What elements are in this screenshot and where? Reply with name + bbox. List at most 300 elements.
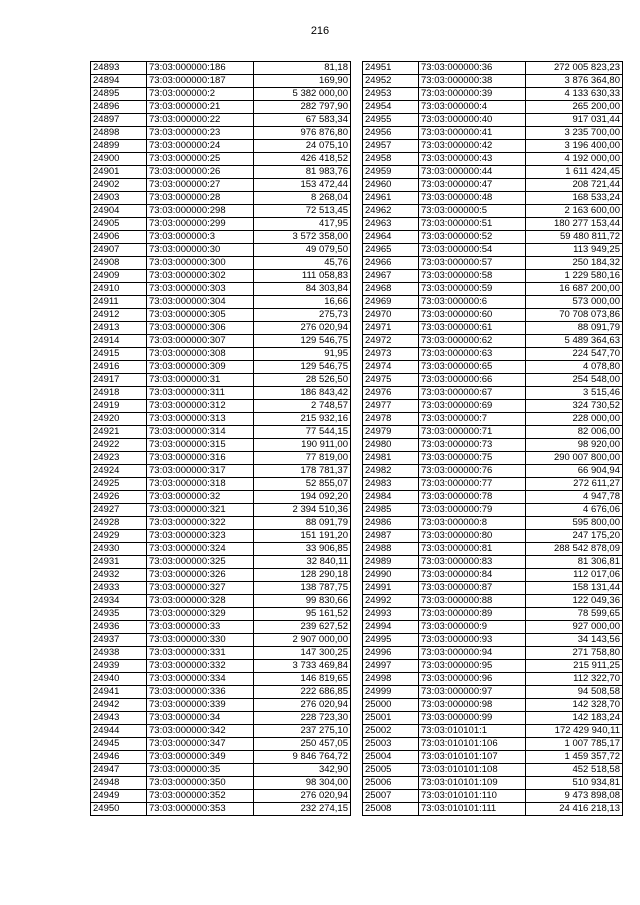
row-number-cell: 25001: [363, 712, 419, 725]
row-number-cell: 24919: [91, 400, 147, 413]
table-row: [91, 192, 351, 205]
cadastral-number-cell: 73:03:000000:326: [147, 569, 254, 582]
table-row: [91, 101, 351, 114]
row-number-cell: 24918: [91, 387, 147, 400]
cadastral-number-cell: 73:03:000000:44: [419, 166, 526, 179]
row-number-cell: 24928: [91, 517, 147, 530]
cadastral-number-cell: 73:03:000000:353: [147, 803, 254, 816]
value-cell: 510 934,81: [526, 777, 623, 790]
value-cell: 272 611,27: [526, 478, 623, 491]
cadastral-number-cell: 73:03:000000:350: [147, 777, 254, 790]
table-row: [363, 803, 623, 816]
row-number-cell: 25003: [363, 738, 419, 751]
row-number-cell: 24901: [91, 166, 147, 179]
cadastral-number-cell: 73:03:000000:94: [419, 647, 526, 660]
cadastral-number-cell: 73:03:000000:312: [147, 400, 254, 413]
row-number-cell: 24992: [363, 595, 419, 608]
table-row: [363, 244, 623, 257]
table-row: [363, 465, 623, 478]
table-row: [91, 530, 351, 543]
cadastral-number-cell: 73:03:000000:69: [419, 400, 526, 413]
cadastral-number-cell: 73:03:000000:76: [419, 465, 526, 478]
cadastral-number-cell: 73:03:000000:66: [419, 374, 526, 387]
row-number-cell: 24981: [363, 452, 419, 465]
cadastral-number-cell: 73:03:000000:67: [419, 387, 526, 400]
table-row: [363, 569, 623, 582]
table-row: [91, 556, 351, 569]
value-cell: 169,90: [254, 75, 351, 88]
table-row: [363, 374, 623, 387]
value-cell: 2 394 510,36: [254, 504, 351, 517]
cadastral-number-cell: 73:03:000000:324: [147, 543, 254, 556]
value-cell: 129 546,75: [254, 361, 351, 374]
cadastral-number-cell: 73:03:000000:38: [419, 75, 526, 88]
table-row: [363, 478, 623, 491]
table-row: [91, 660, 351, 673]
value-cell: 208 721,44: [526, 179, 623, 192]
cadastral-number-cell: 73:03:000000:311: [147, 387, 254, 400]
row-number-cell: 24966: [363, 257, 419, 270]
row-number-cell: 24916: [91, 361, 147, 374]
value-cell: 190 911,00: [254, 439, 351, 452]
table-row: [91, 569, 351, 582]
value-cell: 271 758,80: [526, 647, 623, 660]
row-number-cell: 25006: [363, 777, 419, 790]
value-cell: 595 800,00: [526, 517, 623, 530]
row-number-cell: 24945: [91, 738, 147, 751]
cadastral-number-cell: 73:03:000000:79: [419, 504, 526, 517]
value-cell: 122 049,36: [526, 595, 623, 608]
cadastral-number-cell: 73:03:000000:347: [147, 738, 254, 751]
cadastral-number-cell: 73:03:000000:80: [419, 530, 526, 543]
row-number-cell: 24975: [363, 374, 419, 387]
table-row: [91, 478, 351, 491]
cadastral-number-cell: 73:03:010101:111: [419, 803, 526, 816]
table-row: [363, 751, 623, 764]
value-cell: 4 133 630,33: [526, 88, 623, 101]
row-number-cell: 24988: [363, 543, 419, 556]
value-cell: 52 855,07: [254, 478, 351, 491]
table-row: [363, 790, 623, 803]
value-cell: 180 277 153,44: [526, 218, 623, 231]
value-cell: 81,18: [254, 62, 351, 75]
value-cell: 224 547,70: [526, 348, 623, 361]
table-row: [91, 400, 351, 413]
row-number-cell: 24983: [363, 478, 419, 491]
cadastral-number-cell: 73:03:000000:26: [147, 166, 254, 179]
cadastral-number-cell: 73:03:000000:334: [147, 673, 254, 686]
cadastral-number-cell: 73:03:010101:107: [419, 751, 526, 764]
cadastral-number-cell: 73:03:000000:186: [147, 62, 254, 75]
value-cell: 45,76: [254, 257, 351, 270]
cadastral-number-cell: 73:03:000000:77: [419, 478, 526, 491]
value-cell: 426 418,52: [254, 153, 351, 166]
row-number-cell: 24997: [363, 660, 419, 673]
cadastral-number-cell: 73:03:000000:88: [419, 595, 526, 608]
cadastral-number-cell: 73:03:000000:52: [419, 231, 526, 244]
value-cell: 8 268,04: [254, 192, 351, 205]
row-number-cell: 24905: [91, 218, 147, 231]
cadastral-number-cell: 73:03:000000:298: [147, 205, 254, 218]
row-number-cell: 24909: [91, 270, 147, 283]
value-cell: 186 843,42: [254, 387, 351, 400]
row-number-cell: 24920: [91, 413, 147, 426]
table-row: [91, 218, 351, 231]
table-row: [363, 283, 623, 296]
row-number-cell: 24911: [91, 296, 147, 309]
cadastral-number-cell: 73:03:000000:25: [147, 153, 254, 166]
table-row: [363, 647, 623, 660]
value-cell: 153 472,44: [254, 179, 351, 192]
row-number-cell: 24974: [363, 361, 419, 374]
row-number-cell: 24999: [363, 686, 419, 699]
row-number-cell: 24931: [91, 556, 147, 569]
cadastral-number-cell: 73:03:000000:330: [147, 634, 254, 647]
cadastral-number-cell: 73:03:000000:99: [419, 712, 526, 725]
table-row: [91, 465, 351, 478]
table-row: [91, 790, 351, 803]
table-row: [91, 426, 351, 439]
row-number-cell: 24925: [91, 478, 147, 491]
cadastral-number-cell: 73:03:000000:349: [147, 751, 254, 764]
cadastral-number-cell: 73:03:000000:51: [419, 218, 526, 231]
cadastral-number-cell: 73:03:000000:60: [419, 309, 526, 322]
value-cell: 232 274,15: [254, 803, 351, 816]
row-number-cell: 24927: [91, 504, 147, 517]
row-number-cell: 24902: [91, 179, 147, 192]
value-cell: 84 303,84: [254, 283, 351, 296]
table-row: [363, 582, 623, 595]
cadastral-number-cell: 73:03:000000:4: [419, 101, 526, 114]
cadastral-number-cell: 73:03:000000:23: [147, 127, 254, 140]
value-cell: 9 846 764,72: [254, 751, 351, 764]
row-number-cell: 24955: [363, 114, 419, 127]
value-cell: 24 416 218,13: [526, 803, 623, 816]
cadastral-number-cell: 73:03:000000:3: [147, 231, 254, 244]
row-number-cell: 24956: [363, 127, 419, 140]
cadastral-number-cell: 73:03:000000:73: [419, 439, 526, 452]
cadastral-number-cell: 73:03:010101:109: [419, 777, 526, 790]
value-cell: 276 020,94: [254, 790, 351, 803]
cadastral-number-cell: 73:03:000000:7: [419, 413, 526, 426]
row-number-cell: 24947: [91, 764, 147, 777]
value-cell: 254 548,00: [526, 374, 623, 387]
row-number-cell: 24914: [91, 335, 147, 348]
table-row: [363, 504, 623, 517]
table-row: [363, 673, 623, 686]
table-row: [91, 270, 351, 283]
value-cell: 1 007 785,17: [526, 738, 623, 751]
table-row: [91, 244, 351, 257]
table-row: [91, 413, 351, 426]
table-row: [363, 608, 623, 621]
page-number: 216: [310, 25, 330, 37]
cadastral-number-cell: 73:03:000000:318: [147, 478, 254, 491]
value-cell: 1 229 580,16: [526, 270, 623, 283]
cadastral-number-cell: 73:03:000000:30: [147, 244, 254, 257]
row-number-cell: 24967: [363, 270, 419, 283]
row-number-cell: 24915: [91, 348, 147, 361]
value-cell: 142 328,70: [526, 699, 623, 712]
table-row: [363, 387, 623, 400]
row-number-cell: 24938: [91, 647, 147, 660]
table-row: [91, 543, 351, 556]
row-number-cell: 24921: [91, 426, 147, 439]
table-row: [91, 166, 351, 179]
row-number-cell: 24936: [91, 621, 147, 634]
value-cell: 4 947,78: [526, 491, 623, 504]
cadastral-number-cell: 73:03:000000:327: [147, 582, 254, 595]
row-number-cell: 24907: [91, 244, 147, 257]
row-number-cell: 24913: [91, 322, 147, 335]
cadastral-number-cell: 73:03:000000:332: [147, 660, 254, 673]
cadastral-number-cell: 73:03:000000:61: [419, 322, 526, 335]
value-cell: 288 542 878,09: [526, 543, 623, 556]
cadastral-number-cell: 73:03:000000:316: [147, 452, 254, 465]
table-row: [91, 296, 351, 309]
value-cell: 82 006,00: [526, 426, 623, 439]
table-row: [363, 309, 623, 322]
row-number-cell: 24941: [91, 686, 147, 699]
value-cell: 276 020,94: [254, 699, 351, 712]
cadastral-number-cell: 73:03:000000:336: [147, 686, 254, 699]
value-cell: 77 819,00: [254, 452, 351, 465]
value-cell: 28 526,50: [254, 374, 351, 387]
row-number-cell: 24894: [91, 75, 147, 88]
cadastral-number-cell: 73:03:000000:95: [419, 660, 526, 673]
table-row: [363, 686, 623, 699]
value-cell: 5 382 000,00: [254, 88, 351, 101]
cadastral-number-cell: 73:03:000000:39: [419, 88, 526, 101]
value-cell: 16,66: [254, 296, 351, 309]
cadastral-number-cell: 73:03:000000:8: [419, 517, 526, 530]
table-row: [91, 283, 351, 296]
value-cell: 282 797,90: [254, 101, 351, 114]
value-cell: 49 079,50: [254, 244, 351, 257]
table-row: [91, 634, 351, 647]
table-row: [91, 595, 351, 608]
table-row: [91, 153, 351, 166]
table-row: [363, 530, 623, 543]
row-number-cell: 24943: [91, 712, 147, 725]
value-cell: 70 708 073,86: [526, 309, 623, 322]
table-row: [91, 387, 351, 400]
row-number-cell: 24922: [91, 439, 147, 452]
value-cell: 573 000,00: [526, 296, 623, 309]
cadastral-number-cell: 73:03:000000:322: [147, 517, 254, 530]
cadastral-number-cell: 73:03:000000:9: [419, 621, 526, 634]
cadastral-number-cell: 73:03:000000:96: [419, 673, 526, 686]
table-row: [91, 491, 351, 504]
table-row: [363, 192, 623, 205]
cadastral-number-cell: 73:03:000000:34: [147, 712, 254, 725]
cadastral-number-cell: 73:03:000000:36: [419, 62, 526, 75]
cadastral-number-cell: 73:03:000000:47: [419, 179, 526, 192]
row-number-cell: 24898: [91, 127, 147, 140]
value-cell: 168 533,24: [526, 192, 623, 205]
value-cell: 32 840,11: [254, 556, 351, 569]
row-number-cell: 24961: [363, 192, 419, 205]
value-cell: 151 191,20: [254, 530, 351, 543]
value-cell: 2 907 000,00: [254, 634, 351, 647]
row-number-cell: 24978: [363, 413, 419, 426]
cadastral-number-cell: 73:03:000000:41: [419, 127, 526, 140]
table-row: [363, 517, 623, 530]
table-row: [91, 309, 351, 322]
table-row: [91, 647, 351, 660]
row-number-cell: 24986: [363, 517, 419, 530]
cadastral-number-cell: 73:03:000000:331: [147, 647, 254, 660]
value-cell: 94 508,58: [526, 686, 623, 699]
table-row: [91, 257, 351, 270]
value-cell: 78 599,65: [526, 608, 623, 621]
row-number-cell: 24987: [363, 530, 419, 543]
cadastral-number-cell: 73:03:000000:35: [147, 764, 254, 777]
value-cell: 290 007 800,00: [526, 452, 623, 465]
row-number-cell: 24912: [91, 309, 147, 322]
cadastral-number-cell: 73:03:000000:87: [419, 582, 526, 595]
row-number-cell: 24949: [91, 790, 147, 803]
row-number-cell: 24990: [363, 569, 419, 582]
table-row: [363, 270, 623, 283]
cadastral-number-cell: 73:03:000000:305: [147, 309, 254, 322]
table-row: [91, 673, 351, 686]
value-cell: 16 687 200,00: [526, 283, 623, 296]
cadastral-number-cell: 73:03:000000:58: [419, 270, 526, 283]
value-cell: 4 192 000,00: [526, 153, 623, 166]
table-row: [91, 127, 351, 140]
value-cell: 215 932,16: [254, 413, 351, 426]
table-row: [91, 751, 351, 764]
value-cell: 1 459 357,72: [526, 751, 623, 764]
row-number-cell: 24897: [91, 114, 147, 127]
value-cell: 5 489 364,63: [526, 335, 623, 348]
table-row: [363, 75, 623, 88]
table-row: [91, 777, 351, 790]
table-row: [363, 335, 623, 348]
table-row: [91, 764, 351, 777]
table-row: [91, 179, 351, 192]
value-cell: 129 546,75: [254, 335, 351, 348]
value-cell: 265 200,00: [526, 101, 623, 114]
value-cell: 324 730,52: [526, 400, 623, 413]
value-cell: 276 020,94: [254, 322, 351, 335]
cadastral-number-cell: 73:03:000000:27: [147, 179, 254, 192]
table-row: [363, 88, 623, 101]
row-number-cell: 24910: [91, 283, 147, 296]
cadastral-number-cell: 73:03:010101:108: [419, 764, 526, 777]
table-row: [363, 114, 623, 127]
value-cell: 275,73: [254, 309, 351, 322]
table-row: [363, 439, 623, 452]
value-cell: 142 183,24: [526, 712, 623, 725]
cadastral-number-cell: 73:03:000000:97: [419, 686, 526, 699]
value-cell: 228 000,00: [526, 413, 623, 426]
cadastral-number-cell: 73:03:000000:22: [147, 114, 254, 127]
value-cell: 237 275,10: [254, 725, 351, 738]
cadastral-number-cell: 73:03:000000:309: [147, 361, 254, 374]
cadastral-number-cell: 73:03:000000:54: [419, 244, 526, 257]
table-row: [363, 400, 623, 413]
value-cell: 976 876,80: [254, 127, 351, 140]
table-row: [91, 75, 351, 88]
value-cell: 77 544,15: [254, 426, 351, 439]
table-row: [91, 452, 351, 465]
cadastral-number-cell: 73:03:000000:24: [147, 140, 254, 153]
table-row: [91, 582, 351, 595]
value-cell: 215 911,25: [526, 660, 623, 673]
cadastral-number-cell: 73:03:000000:98: [419, 699, 526, 712]
value-cell: 172 429 940,11: [526, 725, 623, 738]
cadastral-number-cell: 73:03:000000:89: [419, 608, 526, 621]
table-row: [363, 218, 623, 231]
cadastral-number-cell: 73:03:000000:321: [147, 504, 254, 517]
table-row: [91, 504, 351, 517]
row-number-cell: 24895: [91, 88, 147, 101]
table-row: [91, 348, 351, 361]
value-cell: 158 131,44: [526, 582, 623, 595]
table-row: [363, 153, 623, 166]
value-cell: 81 306,81: [526, 556, 623, 569]
cadastral-number-cell: 73:03:000000:187: [147, 75, 254, 88]
row-number-cell: 24980: [363, 439, 419, 452]
row-number-cell: 24976: [363, 387, 419, 400]
cadastral-number-cell: 73:03:000000:84: [419, 569, 526, 582]
row-number-cell: 24973: [363, 348, 419, 361]
cadastral-number-cell: 73:03:010101:106: [419, 738, 526, 751]
table-row: [363, 101, 623, 114]
cadastral-number-cell: 73:03:000000:48: [419, 192, 526, 205]
cadastral-number-cell: 73:03:000000:304: [147, 296, 254, 309]
cadastral-number-cell: 73:03:010101:110: [419, 790, 526, 803]
value-cell: 33 906,85: [254, 543, 351, 556]
table-row: [363, 660, 623, 673]
table-row: [363, 595, 623, 608]
row-number-cell: 24970: [363, 309, 419, 322]
table-row: [91, 140, 351, 153]
row-number-cell: 24985: [363, 504, 419, 517]
table-row: [363, 413, 623, 426]
row-number-cell: 24929: [91, 530, 147, 543]
value-cell: 138 787,75: [254, 582, 351, 595]
row-number-cell: 24939: [91, 660, 147, 673]
table-row: [91, 621, 351, 634]
row-number-cell: 24904: [91, 205, 147, 218]
cadastral-number-cell: 73:03:000000:81: [419, 543, 526, 556]
row-number-cell: 25007: [363, 790, 419, 803]
value-cell: 228 723,30: [254, 712, 351, 725]
value-cell: 3 733 469,84: [254, 660, 351, 673]
row-number-cell: 25000: [363, 699, 419, 712]
value-cell: 59 480 811,72: [526, 231, 623, 244]
row-number-cell: 24932: [91, 569, 147, 582]
value-cell: 146 819,65: [254, 673, 351, 686]
row-number-cell: 25005: [363, 764, 419, 777]
value-cell: 2 163 600,00: [526, 205, 623, 218]
row-number-cell: 24963: [363, 218, 419, 231]
table-row: [91, 439, 351, 452]
table-row: [91, 725, 351, 738]
table-row: [91, 686, 351, 699]
row-number-cell: 24959: [363, 166, 419, 179]
left-table-body: [91, 62, 351, 816]
cadastral-number-cell: 73:03:010101:1: [419, 725, 526, 738]
row-number-cell: 24984: [363, 491, 419, 504]
cadastral-number-cell: 73:03:000000:342: [147, 725, 254, 738]
row-number-cell: 24998: [363, 673, 419, 686]
cadastral-number-cell: 73:03:000000:352: [147, 790, 254, 803]
value-cell: 250 457,05: [254, 738, 351, 751]
